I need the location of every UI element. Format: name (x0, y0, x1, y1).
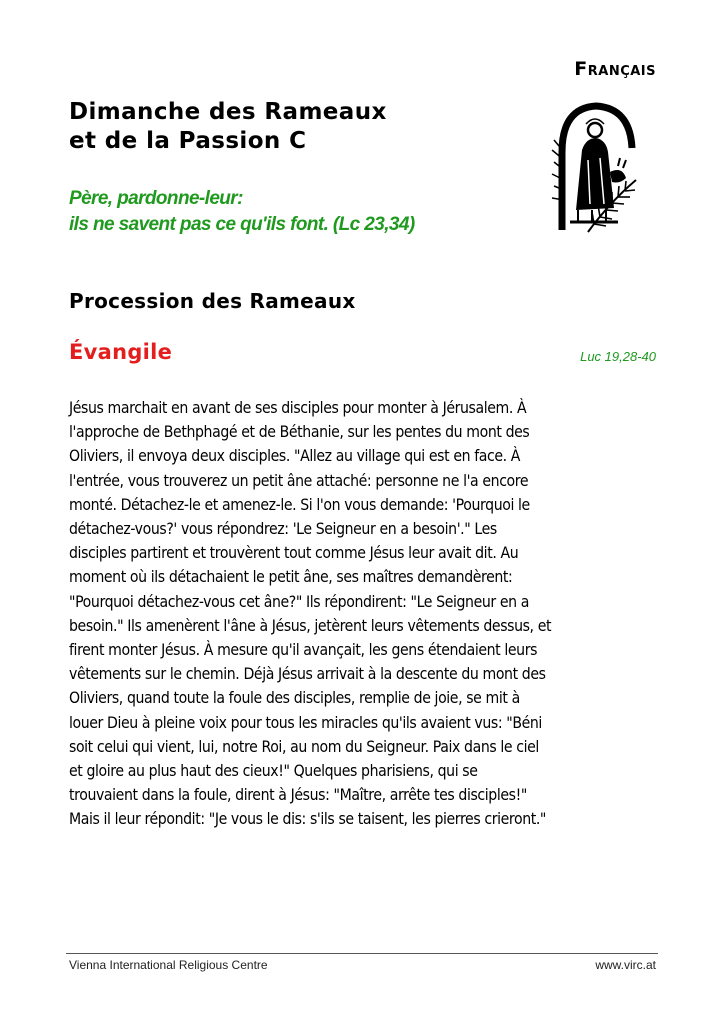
gospel-line: vêtements sur le chemin. Déjà Jésus arrivait à la descente du mont des (69, 665, 546, 684)
gospel-line: et gloire au plus haut des cieux!" Quelques pharisiens, qui se (69, 762, 478, 781)
motto-line: ils ne savent pas ce qu'ils font. (Lc 23,34) (69, 214, 415, 235)
footer-website: www.virc.at (595, 958, 656, 972)
gospel-line: monté. Détachez-le et amenez-le. Si l'on vous demande: 'Pourquoi le (69, 495, 530, 514)
gospel-line: détachez-vous?' vous répondrez: 'Le Seigneur en a besoin'." Les (69, 520, 497, 539)
section-heading: Procession des Rameaux (69, 289, 356, 313)
gospel-line: soit celui qui vient, lui, notre Roi, au nom du Seigneur. Paix dans le ciel (69, 737, 539, 756)
gospel-line: trouvaient dans la foule, dirent à Jésus: "Maître, arrête tes disciples!" (69, 786, 527, 805)
gospel-line: louer Dieu à pleine voix pour tous les miracles qu'ils avaient vus: "Béni (69, 713, 542, 732)
title-line: Dimanche des Rameaux (69, 99, 387, 125)
gospel-line: Oliviers, quand toute la foule des disciples, remplie de joie, se mit à (69, 689, 520, 708)
gospel-line: disciples partirent et trouvèrent tout comme Jésus leur avait dit. Au (69, 544, 519, 563)
language-label: Français (574, 58, 656, 80)
gospel-line: moment où ils détachaient le petit âne, ses maîtres demandèrent: (69, 568, 513, 587)
palm-sunday-woodcut-icon (548, 100, 638, 240)
gospel-line: Mais il leur répondit: "Je vous le dis: s'ils se taisent, les pierres crieront." (69, 810, 547, 829)
motto-quote (69, 186, 415, 238)
gospel-line: Jésus marchait en avant de ses disciples pour monter à Jérusalem. À (69, 399, 527, 417)
gospel-line: firent monter Jésus. À mesure qu'il avançait, les gens étendaient leurs (69, 641, 538, 660)
gospel-text (69, 396, 669, 832)
gospel-line: Oliviers, il envoya deux disciples. "Allez au village qui est en face. À (69, 447, 521, 466)
gospel-line: l'entrée, vous trouverez un petit âne attaché: personne ne l'a encore (69, 471, 529, 490)
motto-line: Père, pardonne-leur: (69, 188, 243, 209)
title-line: et de la Passion C (69, 128, 307, 154)
footer-organization: Vienna International Religious Centre (69, 958, 268, 972)
gospel-title: Évangile (69, 340, 173, 364)
gospel-reference: Luc 19,28-40 (580, 349, 656, 364)
gospel-line: "Pourquoi détachez-vous cet âne?" Ils répondirent: "Le Seigneur en a (69, 592, 530, 611)
footer-divider (66, 953, 658, 954)
gospel-line: l'approche de Bethphagé et de Béthanie, sur les pentes du mont des (69, 423, 530, 442)
page-title (69, 98, 387, 156)
gospel-line: besoin." Ils amenèrent l'âne à Jésus, jetèrent leurs vêtements dessus, et (69, 616, 552, 635)
